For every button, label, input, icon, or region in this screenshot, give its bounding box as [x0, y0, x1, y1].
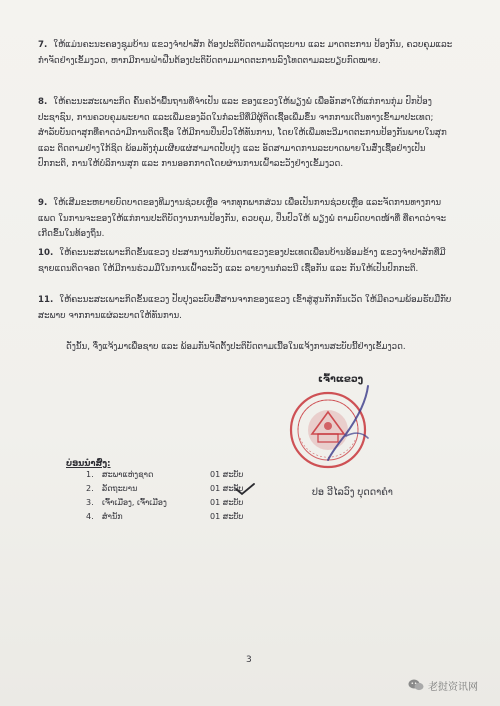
signature-icon [316, 382, 386, 467]
checkmark-icon [234, 482, 256, 496]
distribution-number: 3. [86, 498, 94, 507]
clause-text: ໃຫ້ຄະນະສະເພາະກິດຂັ້ນແຂວງ ປັບປຸງລະບົບສື່ສານຈາກຂອງແຂວງ ເຂົ້າສູ່ສູນກັກກັນເວັດ ໃຫ້ມີຄວາມພ້ອມຮັບມືກັບສະພາບ ຈາກການແຜ່ລະບາດໃຫ້ທັນການ. [38, 295, 452, 321]
wechat-icon [408, 678, 424, 692]
clause-7 [38, 38, 456, 69]
distribution-count: 01 ສະບັບ [210, 484, 244, 493]
clause-number: 10. [38, 248, 54, 258]
distribution-recipient: ລັດຖະບານ [102, 484, 138, 493]
distribution-count: 01 ສະບັບ [210, 470, 244, 479]
distribution-number: 1. [86, 470, 94, 479]
clause-11 [38, 293, 456, 324]
distribution-recipient: ເຈົ້າເມືອງ, ເຈົ້າເມືອງ [102, 498, 167, 507]
distribution-recipient: ສະພາແຫ່ງຊາດ [102, 470, 154, 479]
clause-number: 7. [38, 40, 48, 50]
clause-text: ໃຫ້ຄະນະສະເພາະກິດ ຄົ້ນຄວ້າພື້ນຖານທີ່ຈຳເປັນ ແລະ ຂອງແຂວງໃຫ້ພຽງພໍ ເພື່ອອັກສາໃຫ້ແກ່ການກຸ່ມ ປົກປ້ອງປະຊາຊົນ, ການຄວບຄຸມພະຍາດ ແລະເພີ່ມຂອງລັດໃນກໍລະນີທີ່ມີຜູ້ຕິດເຊື້ອເພີ່ມຂຶ້ນ ຈາກການເດີນທາງເຂົ້າມາປະເທດ; ສຳລັບບັນດາສຸກທີ່ຄາດວ່າມີການຕິດເຊື້ອ ໃຫ້ມີການປິ່ນປົວໃຫ້ທັນການ, ໂດຍໃຫ້ເພີ່ມທະວີມາດຕະການປ້ອງກັນພາຍໃນສຸກ ແລະ ຕິດຕາມຢ່າງໃກ້ຊິດ ພ້ອມທັງກຸ່ມເຜີຍແຜ່ສາມາດປັບປຸງ ແລະ ອັດສາມາດການລະບາດພາຍໃນສົ່ງເຊື້ອຢ່າງເປັນປົກກະຕິ, ການໃຫ້ບໍລິການສຸກ ແລະ ການອອກກາດໂດຍຜ່ານການເຝົ້າລະວັງຢ່າງເຂັ້ມງວດ. [38, 97, 447, 169]
clause-9 [38, 196, 456, 243]
distribution-title: ບ່ອນນຳສົ່ງ: [66, 458, 111, 468]
distribution-recipient: ສຳນັກ [102, 512, 123, 521]
clause-text: ໃຫ້ແມ່ນຄະນະຄອງຊຸມບ້ານ ແຂວງຈຳປາສັກ ຕ້ອງປະຕິບັດຕາມລັດຖະບານ ແລະ ມາດຕະການ ປ້ອງກັນ, ຄວບຄຸມແລະກຳຈັດຢ່າງເຂັ້ມງວດ, ຫາກມີການຝ່າຝືນຕ້ອງປະຕິບັດຕາມມາດຕະການລົງໂທດຕາມລະບຽບກົດໝາຍ. [38, 40, 453, 66]
watermark [408, 677, 478, 693]
clause-number: 9. [38, 198, 48, 208]
distribution-row [86, 512, 286, 524]
clause-10 [38, 246, 456, 277]
distribution-row [86, 484, 286, 496]
page-number: 3 [246, 655, 252, 665]
signer-name: ປອ ວີໄລວົງ ບຸດດາຄຳ [312, 487, 393, 498]
distribution-number: 4. [86, 512, 94, 521]
clause-text: ໃຫ້ຄະນະສະເພາະກິດຂັ້ນແຂວງ ປະສານງານກັບບັນດາແຂວງຂອງປະເທດເພື່ອນບ້ານອ້ອມຂ້າງ ແຂວງຈຳປາສັກທີ່ມີຊາຍແດນຕິດຈອດ ໃຫ້ມີການຮ່ວມມືໃນການເຝົ້າລະວັງ ແລະ ລາຍງານກໍລະນີ ເຊື້ອກັນ ແລະ ກັນໃຫ້ເປັນປົກກະຕິ. [38, 248, 446, 274]
clause-text: ໃຫ້ເສີມຂະຫຍາຍບົດບາດຂອງທີມງານຊ່ວຍເຫຼືອ ຈາກທຸກພາກສ່ວນ ເພື່ອເປັນການຊ່ວຍເຫຼືອ ແລະຈັດການທາງການແພດ ໃນການຈະຂອງໃຫ້ແກ່ການປະຕິບັດງານການປ້ອງກັນ, ຄວບຄຸມ, ປິ່ນປົວໃຫ້ ພຽງພໍ ຕາມບົດບາດໜ້າທີ່ ທີ່ຄາດວ່າຈະເກີດຂຶ້ນໃນທ້ອງຖິ່ນ. [38, 198, 447, 239]
distribution-row [86, 498, 286, 510]
distribution-row [86, 470, 286, 482]
closing-statement: ດັ່ງນັ້ນ, ຈຶ່ງແຈ້ງມາເພື່ອຊາບ ແລະ ພ້ອມກັນຈັດຕັ້ງປະຕິບັດຕາມເນື້ອໃນແຈ້ງການສະບັບນີ້ຢ່າງເຂັ້ມງວດ. [66, 342, 406, 352]
watermark-text: 老挝资讯网 [428, 681, 478, 693]
distribution-number: 2. [86, 484, 94, 493]
clause-number: 8. [38, 97, 48, 107]
clause-8 [38, 95, 456, 173]
signer-title: ເຈົ້າແຂວງ [318, 374, 364, 385]
clause-number: 11. [38, 295, 54, 305]
distribution-count: 01 ສະບັບ [210, 512, 244, 521]
distribution-count: 01 ສະບັບ [210, 498, 244, 507]
